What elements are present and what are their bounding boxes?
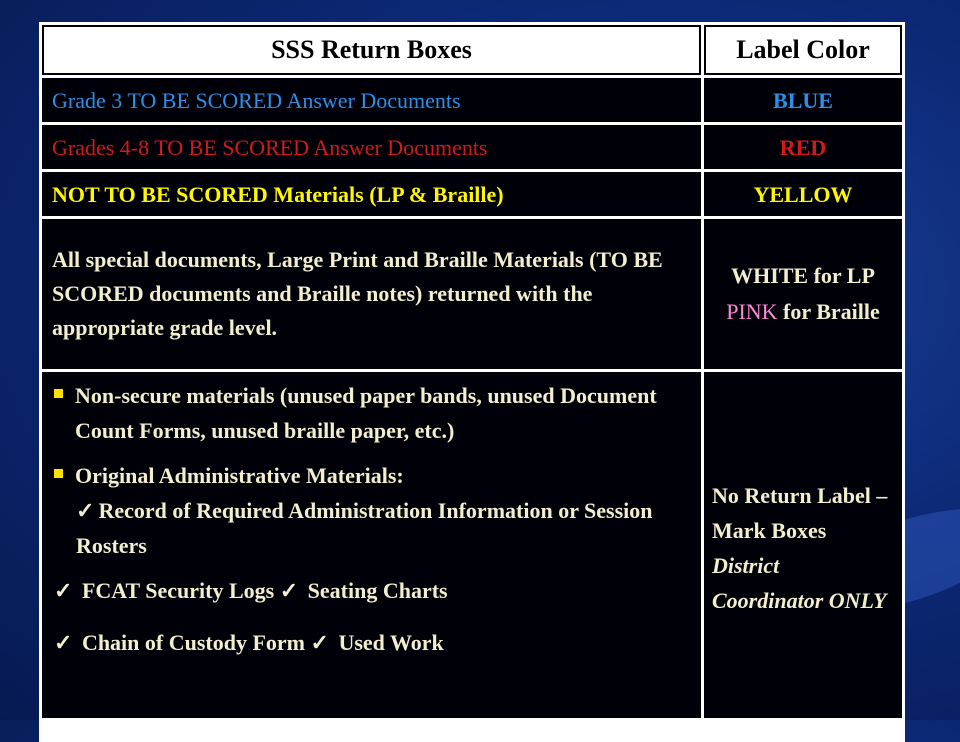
- list-item: [52, 458, 691, 493]
- header-label-color: Label Color: [704, 25, 902, 75]
- row-label-yellow: YELLOW: [704, 172, 902, 216]
- no-return-text: No Return Label – Mark Boxes: [712, 483, 888, 543]
- label-pink-braille: PINK for Braille: [726, 299, 880, 324]
- square-bullet-icon: [54, 389, 63, 398]
- list-item: [52, 378, 691, 448]
- bullet-non-secure-text: Non-secure materials (unused paper bands, unused Document Count Forms, unused braille paper, etc.): [75, 383, 657, 443]
- row-label-no-return: [704, 372, 902, 718]
- row-desc-grades4-8: Grades 4-8 TO BE SCORED Answer Documents: [42, 125, 701, 169]
- row-desc-non-secure: [42, 372, 701, 718]
- record-required-text: Record of Required Administration Information or Session Rosters: [76, 498, 653, 558]
- checkmark-icon: ✓: [279, 578, 299, 603]
- district-coordinator-text: District Coordinator ONLY: [712, 553, 887, 613]
- list-item: [52, 493, 691, 563]
- table-row: [42, 78, 902, 122]
- checkmark-icon: ✓: [76, 498, 95, 523]
- table-header-row: [42, 25, 902, 75]
- row-desc-not-scored: NOT TO BE SCORED Materials (LP & Braille): [42, 172, 701, 216]
- return-boxes-table: [39, 22, 905, 742]
- chain-of-custody-text: Chain of Custody Form: [81, 630, 306, 655]
- row-desc-special-docs: All special documents, Large Print and Braille Materials (TO BE SCORED documents and Braille notes) returned with the appropriate grade level.: [42, 219, 701, 369]
- label-white-lp: WHITE for LP: [731, 263, 875, 288]
- bullet-admin-materials-text: Original Administrative Materials:: [75, 463, 404, 488]
- table-row: [42, 219, 902, 369]
- table-row: [42, 372, 902, 718]
- used-work-text: Used Work: [338, 630, 444, 655]
- list-item: [52, 625, 691, 660]
- row-desc-grade3: Grade 3 TO BE SCORED Answer Documents: [42, 78, 701, 122]
- table-row: [42, 172, 902, 216]
- checkmark-icon: ✓: [54, 578, 73, 603]
- table-row: [42, 125, 902, 169]
- security-logs-text: FCAT Security Logs: [81, 578, 275, 603]
- checkmark-icon: ✓: [310, 630, 329, 655]
- header-return-boxes: SSS Return Boxes: [42, 25, 701, 75]
- seating-charts-text: Seating Charts: [307, 578, 448, 603]
- row-label-red: RED: [704, 125, 902, 169]
- square-bullet-icon: [54, 469, 63, 478]
- checkmark-icon: ✓: [54, 630, 73, 655]
- row-label-blue: BLUE: [704, 78, 902, 122]
- list-item: [52, 573, 691, 608]
- row-label-white-pink: [704, 219, 902, 369]
